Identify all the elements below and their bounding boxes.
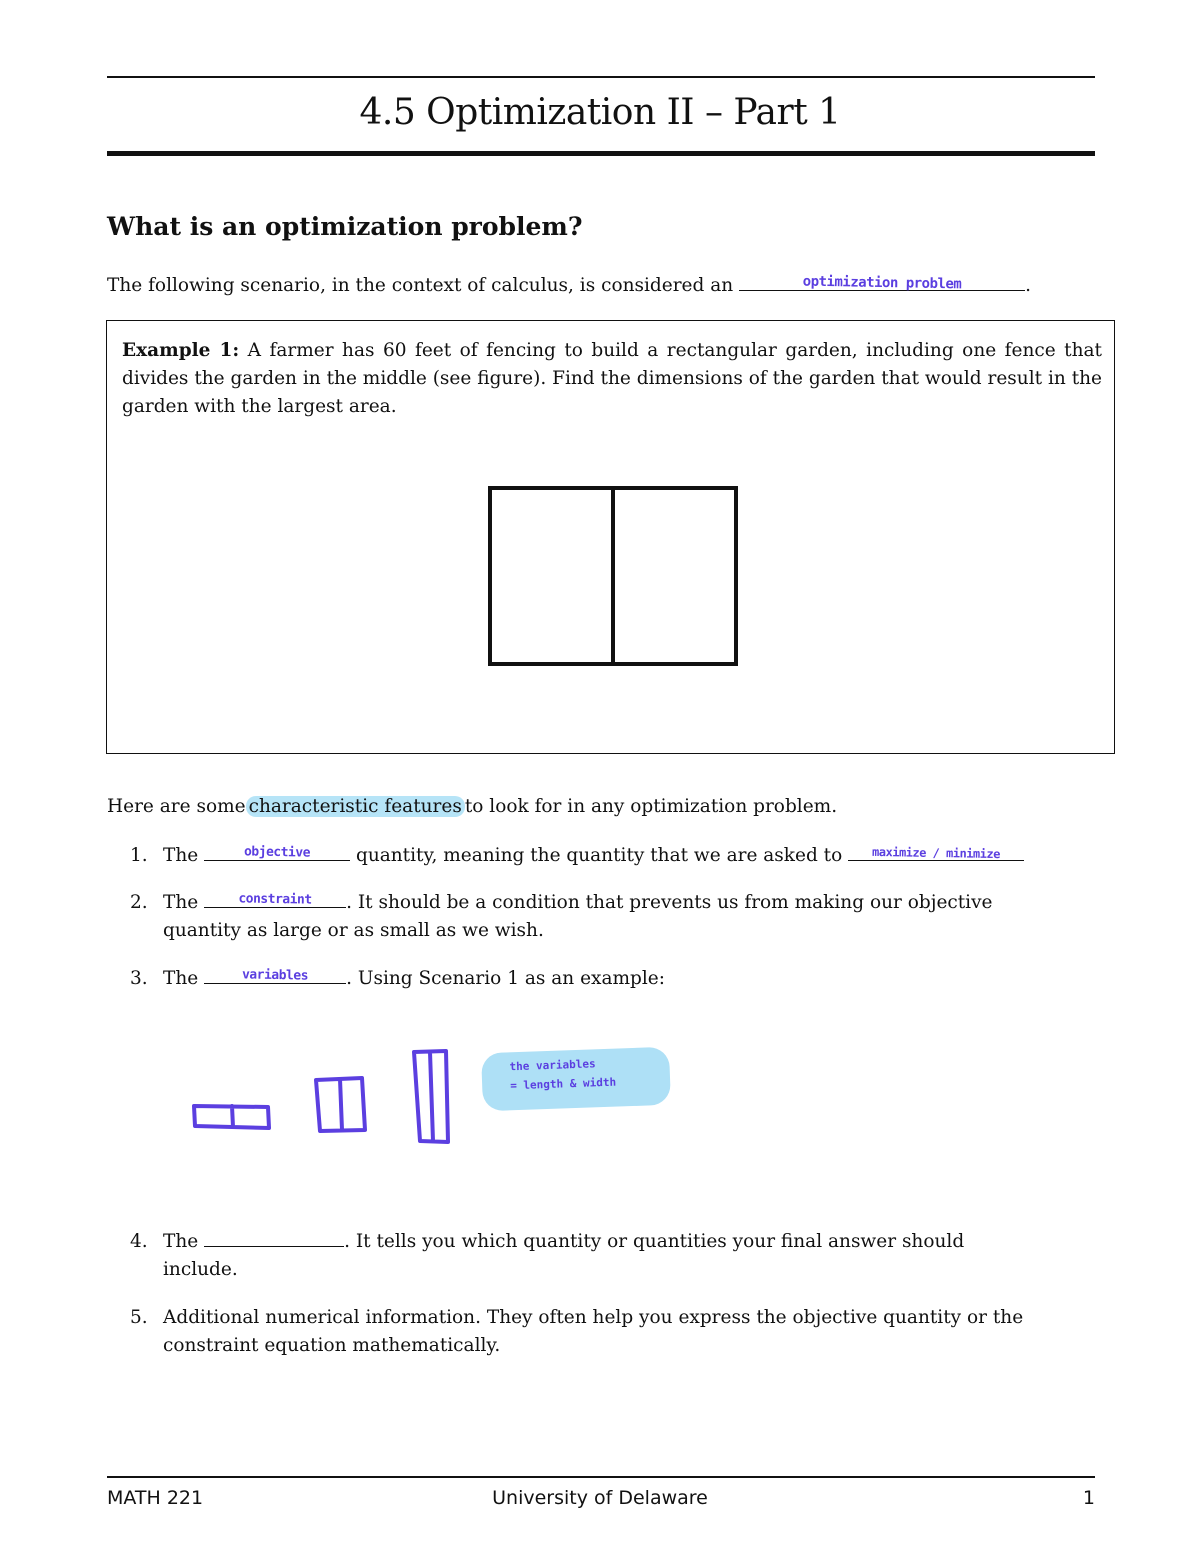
item-text xyxy=(163,1304,1088,1360)
handwritten-answer: variables xyxy=(241,967,309,984)
note-line-2: = length & width xyxy=(509,1075,617,1093)
intro-line xyxy=(107,272,1097,300)
item-number: 2. xyxy=(130,892,148,913)
item-text xyxy=(163,889,1088,945)
item-before: The xyxy=(163,892,199,913)
item-line2: include. xyxy=(163,1259,238,1280)
highlighted-phrase: characteristic features xyxy=(246,796,465,817)
item-line2: quantity as large or as small as we wish. xyxy=(163,920,544,941)
footer-university: University of Delaware xyxy=(492,1487,708,1509)
item-text xyxy=(163,842,1088,870)
handwritten-note xyxy=(481,1047,671,1112)
features-intro-before: Here are some xyxy=(107,796,246,817)
item-text xyxy=(163,965,1088,993)
item-after: . It should be a condition that prevents us from making our objective xyxy=(346,892,993,913)
title-thick-rule xyxy=(107,151,1095,156)
wide-rectangle xyxy=(194,1106,269,1128)
item-before: The xyxy=(163,968,199,989)
item-number: 4. xyxy=(130,1231,148,1252)
intro-handwritten-answer: optimization problem xyxy=(802,273,962,293)
example-label: Example 1: xyxy=(122,340,240,361)
handwritten-answer xyxy=(204,1224,344,1226)
handwritten-answer: objective xyxy=(243,844,311,861)
item-after: . It tells you which quantity or quantities your final answer should xyxy=(344,1231,965,1252)
features-intro xyxy=(107,793,837,821)
intro-text: The following scenario, in the context of calculus, is considered an xyxy=(107,275,734,296)
page-title: 4.5 Optimization II – Part 1 xyxy=(359,92,841,133)
intro-blank xyxy=(739,272,1025,291)
item-blank-2 xyxy=(848,842,1024,861)
item-number: 1. xyxy=(130,845,148,866)
item-text xyxy=(163,1228,1088,1284)
tall-rectangle xyxy=(414,1051,448,1142)
item-blank xyxy=(204,842,350,861)
top-thin-rule xyxy=(107,76,1095,78)
footer-rule xyxy=(107,1476,1095,1478)
note-line-1: the variables xyxy=(509,1057,596,1074)
medium-rectangle xyxy=(316,1078,365,1131)
item-body: Additional numerical information. They often help you express the objective quantity or the xyxy=(163,1307,1024,1328)
item-blank xyxy=(204,965,346,984)
item-after: . Using Scenario 1 as an example: xyxy=(346,968,665,989)
handwritten-answer: constraint xyxy=(238,891,312,908)
item-number: 3. xyxy=(130,968,148,989)
handwritten-answer-2: maximize / minimize xyxy=(872,844,1001,862)
example-box xyxy=(106,320,1115,754)
features-intro-after: to look for in any optimization problem. xyxy=(464,796,838,817)
intro-period: . xyxy=(1025,275,1031,296)
handdrawn-rectangles-sketch xyxy=(180,1040,480,1160)
garden-figure xyxy=(107,321,1116,755)
footer-course: MATH 221 xyxy=(107,1487,204,1509)
section-heading: What is an optimization problem? xyxy=(107,212,583,241)
item-before: The xyxy=(163,1231,199,1252)
item-before: The xyxy=(163,845,199,866)
item-blank xyxy=(204,1228,344,1247)
item-blank xyxy=(204,889,346,908)
item-after: quantity, meaning the quantity that we are asked to xyxy=(355,845,843,866)
item-number: 5. xyxy=(130,1307,148,1328)
item-line2: constraint equation mathematically. xyxy=(163,1335,501,1356)
example-body: A farmer has 60 feet of fencing to build a rectangular garden, including one fence that divides the garden in the middle (see figure). Find the dimensions of the garden that would result in the garden with the largest area. xyxy=(122,340,1102,417)
footer-page-number: 1 xyxy=(1082,1487,1095,1509)
